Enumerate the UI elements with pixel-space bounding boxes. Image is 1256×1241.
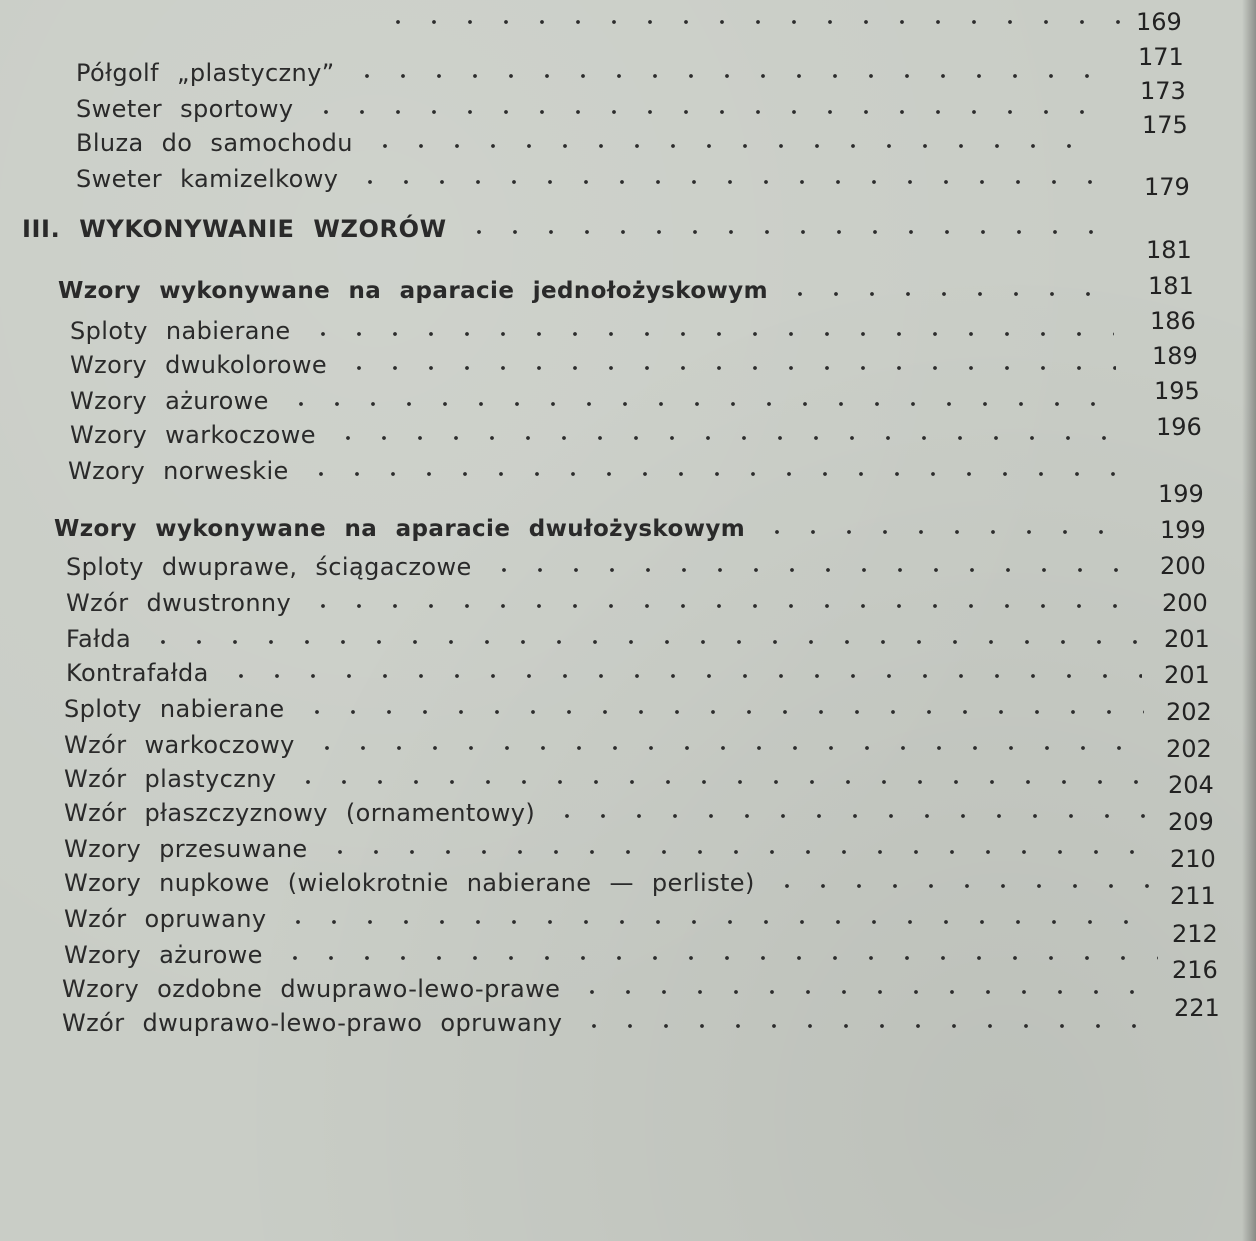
toc-entry bbox=[66, 550, 1150, 584]
toc-entry bbox=[64, 692, 1158, 726]
toc-page-number: 211 bbox=[1170, 882, 1216, 910]
toc-entry bbox=[70, 348, 1130, 382]
toc-entry-label: Bluza do samochodu bbox=[76, 129, 353, 157]
toc-entry-label: Sweter kamizelkowy bbox=[76, 165, 339, 193]
toc-leader-dots bbox=[769, 882, 1154, 890]
toc-leader-dots bbox=[322, 848, 1152, 856]
toc-entry-label: Sploty dwuprawe, ściągaczowe bbox=[66, 553, 472, 581]
toc-entry-label: Wzór płaszczyznowy (ornamentowy) bbox=[64, 799, 536, 827]
toc-page-number: 169 bbox=[1136, 8, 1182, 36]
toc-page-number: 196 bbox=[1156, 413, 1202, 441]
toc-entry bbox=[66, 656, 1156, 690]
toc-leader-dots bbox=[486, 566, 1136, 574]
toc-entry bbox=[76, 162, 1116, 196]
toc-entry-label: Sweter sportowy bbox=[76, 95, 294, 123]
toc-entry bbox=[66, 586, 1152, 620]
toc-entry bbox=[76, 126, 1116, 160]
toc-leader-dots bbox=[145, 638, 1140, 646]
toc-entry-label: III. WYKONYWANIE WZORÓW bbox=[22, 215, 447, 243]
toc-page-number: 202 bbox=[1166, 735, 1212, 763]
toc-entry bbox=[76, 92, 1116, 126]
toc-page-number: 221 bbox=[1174, 994, 1220, 1022]
toc-entry-label: Wzory ażurowe bbox=[64, 941, 263, 969]
toc-page-number: 181 bbox=[1146, 236, 1192, 264]
toc-leader-dots bbox=[303, 470, 1134, 478]
toc-page-number: 210 bbox=[1170, 845, 1216, 873]
toc-leader-dots bbox=[309, 744, 1146, 752]
toc-leader-dots bbox=[280, 918, 1156, 926]
toc-leader-dots bbox=[574, 988, 1158, 996]
toc-entry-label: Wzór dwustronny bbox=[66, 589, 292, 617]
toc-leader-dots bbox=[576, 1022, 1158, 1030]
toc-page-number: 199 bbox=[1160, 516, 1206, 544]
toc-entry-label: Wzory norweskie bbox=[68, 457, 289, 485]
toc-entry-label: Wzór warkoczowy bbox=[64, 731, 295, 759]
toc-entry bbox=[64, 728, 1160, 762]
toc-entry bbox=[70, 384, 1134, 418]
toc-page-number: 173 bbox=[1140, 77, 1186, 105]
toc-entry bbox=[76, 56, 1116, 90]
toc-leader-dots bbox=[461, 228, 1108, 236]
toc-leader-dots bbox=[352, 178, 1102, 186]
toc-entry-label: Wzór dwuprawo-lewo-prawo opruwany bbox=[62, 1009, 563, 1037]
toc-entry bbox=[64, 796, 1164, 830]
toc-page-number: 199 bbox=[1158, 480, 1204, 508]
toc-page-number: 189 bbox=[1152, 342, 1198, 370]
toc-page-number: 212 bbox=[1172, 920, 1218, 948]
toc-leader-dots bbox=[330, 434, 1122, 442]
toc-page-number: 201 bbox=[1164, 661, 1210, 689]
toc-entry-label: Wzory wykonywane na aparacie dwułożyskowym bbox=[54, 516, 746, 542]
toc-entry bbox=[64, 902, 1170, 936]
toc-leader-dots bbox=[349, 72, 1102, 80]
toc-page-number: 181 bbox=[1148, 272, 1194, 300]
toc-page-number: 175 bbox=[1142, 111, 1188, 139]
toc-leader-dots bbox=[549, 812, 1150, 820]
toc-leader-dots bbox=[305, 330, 1114, 338]
toc-entry-label: Wzory przesuwane bbox=[64, 835, 308, 863]
toc-entry bbox=[70, 418, 1136, 452]
toc-page-number: 186 bbox=[1150, 307, 1196, 335]
toc-section-heading bbox=[58, 274, 1124, 308]
toc-entry bbox=[70, 314, 1128, 348]
toc-page-number: 209 bbox=[1168, 808, 1214, 836]
toc-leader-dots bbox=[283, 400, 1120, 408]
toc-entry bbox=[64, 762, 1162, 796]
toc-leader-dots bbox=[782, 290, 1110, 298]
toc-page-number: 202 bbox=[1166, 698, 1212, 726]
toc-page-number: 216 bbox=[1172, 956, 1218, 984]
toc-entry-label: Wzory wykonywane na aparacie jednołożyskowym bbox=[58, 278, 768, 304]
toc-page-number: 200 bbox=[1160, 552, 1206, 580]
toc-leader-dots bbox=[380, 18, 1120, 26]
toc-entry bbox=[68, 454, 1148, 488]
toc-entry bbox=[64, 832, 1166, 866]
toc-page-number: 171 bbox=[1138, 43, 1184, 71]
toc-leader-dots bbox=[308, 108, 1102, 116]
toc-entry-label: Sploty nabierane bbox=[70, 317, 291, 345]
toc-entry-label: Wzór plastyczny bbox=[64, 765, 277, 793]
toc-entry-label: Wzór opruwany bbox=[64, 905, 267, 933]
toc-entry bbox=[62, 1006, 1172, 1040]
toc-entry-label: Wzory ażurowe bbox=[70, 387, 269, 415]
toc-page-number: 204 bbox=[1168, 771, 1214, 799]
toc-entry bbox=[64, 866, 1168, 900]
toc-entry-label: Półgolf „plastyczny” bbox=[76, 59, 335, 87]
toc-entry-label: Sploty nabierane bbox=[64, 695, 285, 723]
toc-page-number: 179 bbox=[1144, 173, 1190, 201]
toc-page-number: 195 bbox=[1154, 377, 1200, 405]
toc-leader-dots bbox=[290, 778, 1148, 786]
toc-entry bbox=[62, 972, 1172, 1006]
toc-entry-label: Fałda bbox=[66, 625, 132, 653]
toc-leader-dots bbox=[305, 602, 1138, 610]
toc-leader-dots bbox=[367, 142, 1102, 150]
toc-entry-label: Wzory dwukolorowe bbox=[70, 351, 328, 379]
toc-page-number: 200 bbox=[1162, 589, 1208, 617]
toc-leader-dots bbox=[299, 708, 1144, 716]
toc-entry-label: Kontrafałda bbox=[66, 659, 209, 687]
toc-entry-label: Wzory ozdobne dwuprawo-lewo-prawe bbox=[62, 975, 561, 1003]
toc-entry bbox=[66, 622, 1154, 656]
toc-entry-label: Wzory warkoczowe bbox=[70, 421, 316, 449]
toc-leader-dots bbox=[277, 954, 1158, 962]
toc-entry bbox=[64, 938, 1172, 972]
toc-leader-dots bbox=[341, 364, 1116, 372]
toc-entry-label: Wzory nupkowe (wielokrotnie nabierane — perliste) bbox=[64, 869, 755, 897]
toc-leader-dots bbox=[223, 672, 1142, 680]
toc-section-heading bbox=[54, 512, 1144, 546]
toc-page-number: 201 bbox=[1164, 625, 1210, 653]
toc-leader-dots bbox=[759, 528, 1130, 536]
toc-chapter-heading bbox=[22, 212, 1122, 246]
